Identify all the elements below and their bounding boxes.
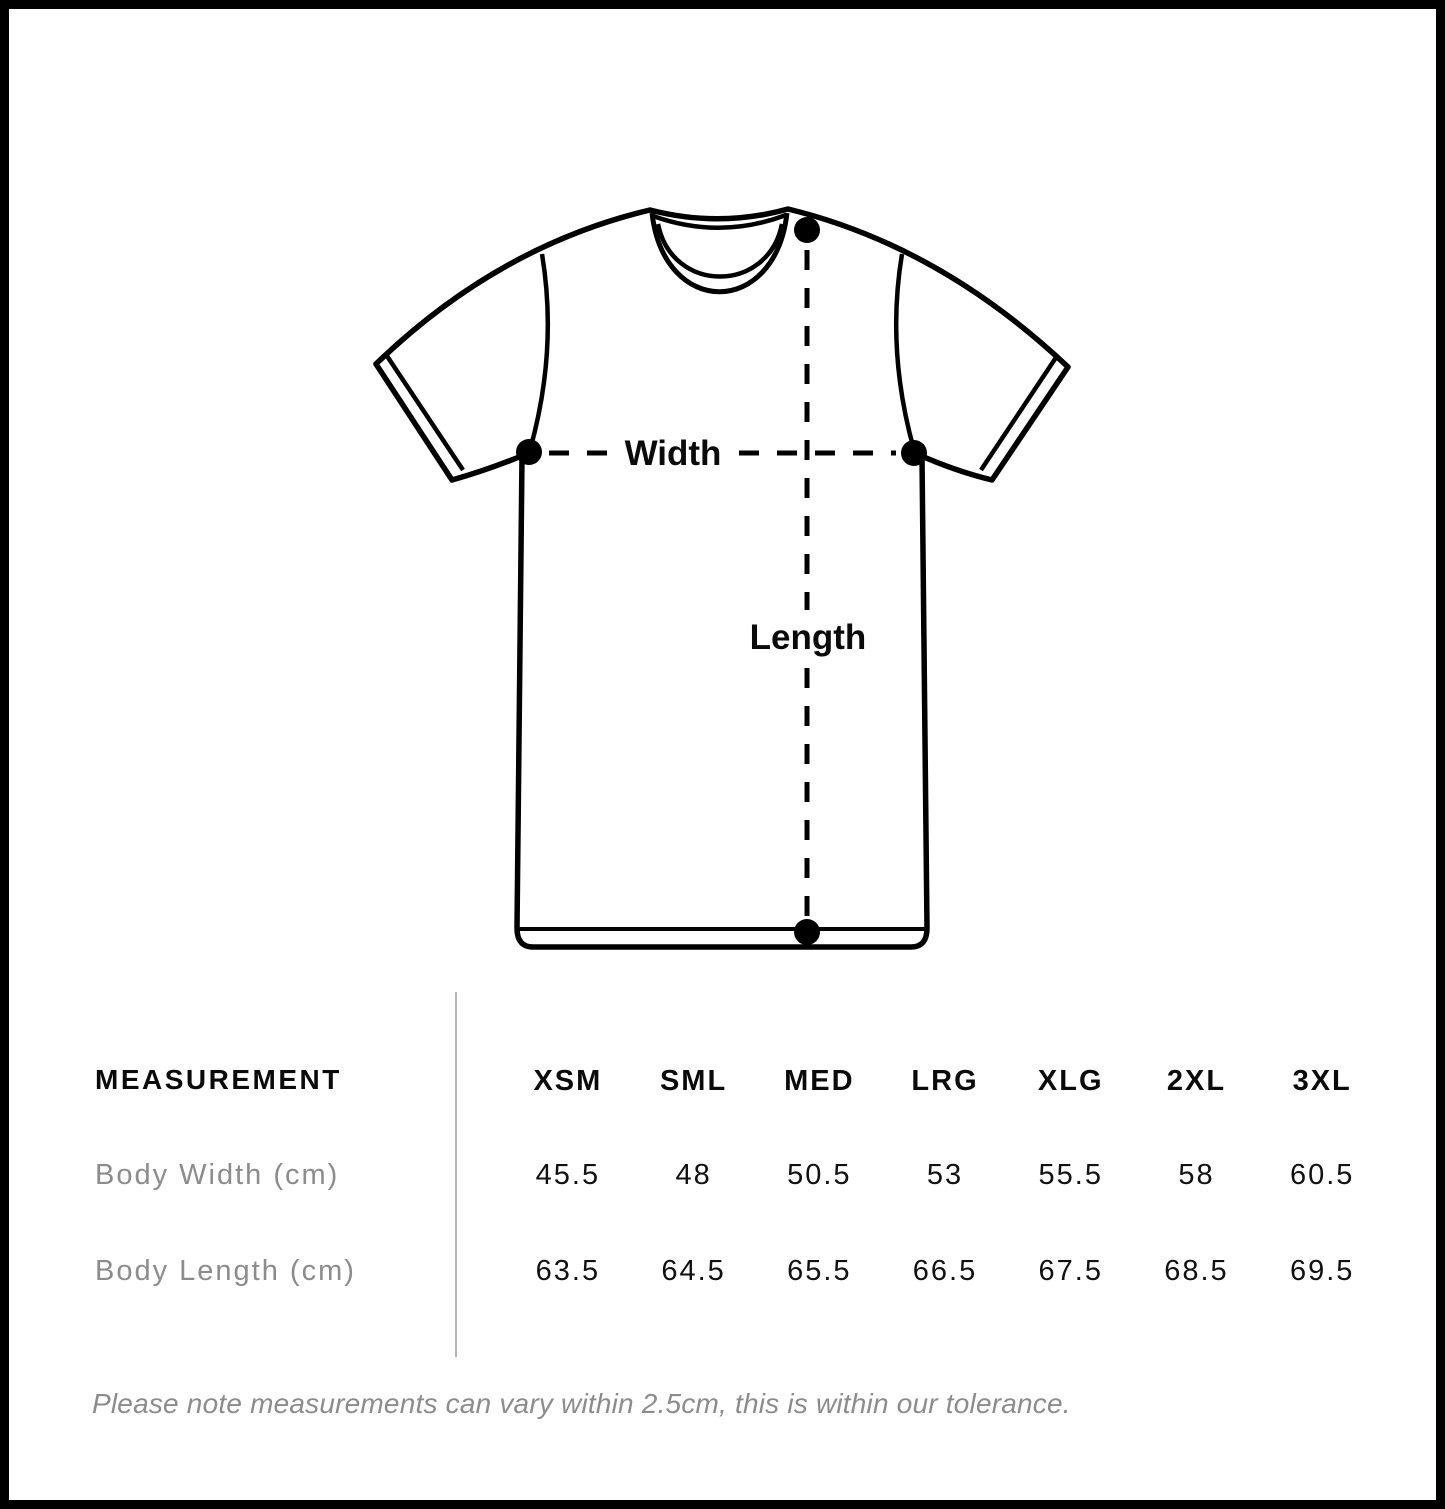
size-column-header: SML	[659, 1065, 728, 1097]
measurement-value: 66.5	[912, 1255, 978, 1287]
size-column-header: LRG	[911, 1065, 979, 1097]
tshirt-outline	[376, 209, 1068, 947]
size-column-header: XLG	[1037, 1065, 1104, 1097]
measurement-value: 45.5	[535, 1159, 601, 1191]
table-divider	[455, 992, 457, 1357]
tshirt-diagram	[340, 185, 1110, 975]
measurement-value: 64.5	[661, 1255, 726, 1287]
width-label: Width	[624, 434, 722, 473]
measurement-value: 65.5	[787, 1255, 852, 1287]
measurement-value: 60.5	[1289, 1159, 1355, 1191]
row-label-body-length: Body Length (cm)	[95, 1255, 356, 1287]
body-width-value-row	[505, 1160, 1385, 1190]
measurement-value: 67.5	[1038, 1255, 1103, 1287]
measure-dot-hem	[794, 919, 820, 945]
measurement-value: 58	[1178, 1159, 1215, 1191]
body-length-value-row	[505, 1256, 1385, 1286]
measure-dot-shoulder	[794, 217, 820, 243]
tolerance-note: Please note measurements can vary within 2.5cm, this is within our tolerance.	[92, 1388, 1071, 1419]
size-column-header: 2XL	[1166, 1065, 1227, 1097]
size-column-header: XSM	[533, 1065, 603, 1097]
size-header-row	[505, 1066, 1385, 1096]
measurement-value: 48	[675, 1159, 712, 1191]
measure-dot-armpit-right	[901, 440, 927, 466]
length-label: Length	[749, 618, 867, 657]
measurement-value: 55.5	[1038, 1159, 1103, 1191]
measurement-value: 50.5	[787, 1159, 852, 1191]
measurement-column-header: MEASUREMENT	[95, 1064, 342, 1095]
measurement-value: 69.5	[1289, 1255, 1355, 1287]
size-column-header: 3XL	[1292, 1065, 1352, 1097]
measurement-value: 63.5	[535, 1255, 601, 1287]
measure-dot-armpit-left	[516, 439, 542, 465]
size-column-header: MED	[784, 1065, 855, 1097]
measurement-value: 68.5	[1164, 1255, 1229, 1287]
row-label-body-width: Body Width (cm)	[95, 1159, 340, 1191]
measurement-value: 53	[926, 1159, 964, 1191]
